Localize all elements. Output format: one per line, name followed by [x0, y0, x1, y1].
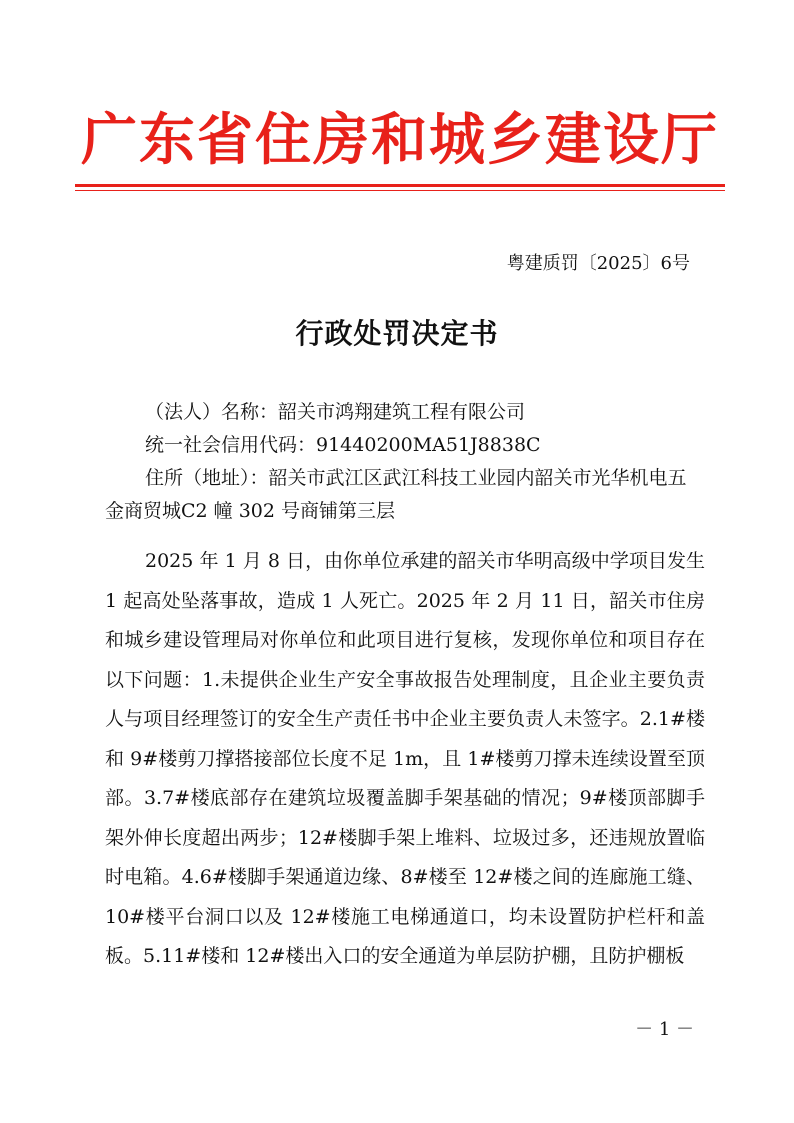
document-title: 行政处罚决定书: [295, 317, 499, 350]
party-info: [105, 396, 705, 528]
page-number: － 1 －: [635, 1019, 694, 1040]
address-line: 住所（地址）：韶关市武江区武江科技工业园内韶关市光华机电五金商贸城C2 幢 302 号商铺第三层: [105, 467, 687, 522]
party-name-line: （法人）名称：韶关市鸿翔建筑工程有限公司: [145, 401, 526, 423]
body-text: [105, 542, 705, 977]
credit-code-line: 统一社会信用代码：91440200MA51J8838C: [145, 434, 541, 456]
header-rule-thin: [75, 190, 725, 191]
agency-title: 广东省住房和城乡建设厅: [81, 107, 719, 173]
header-rule-thick: [75, 184, 725, 187]
document-number: 粤建质罚〔2025〕6号: [506, 253, 690, 274]
body-paragraph: 2025 年 1 月 8 日，由你单位承建的韶关市华明高级中学项目发生 1 起高处坠落事故，造成 1 人死亡。2025 年 2 月 11 日，韶关市住房和城乡建设管理局对你单位和此项目进行复核，发现你单位和项目存在以下问题：1.未提供企业生产安全事故报告处理制度，且企业主要负责人与项目经理签订的安全生产责任书中企业主要负责人未签字。2.1#楼和 9#楼剪刀撑搭接部位长度不足 1m，且 1#楼剪刀撑未连续设置至顶部。3.7#楼底部存在建筑垃圾覆盖脚手架基础的情况；9#楼顶部脚手架外伸长度超出两步；12#楼脚手架上堆料、垃圾过多，还违规放置临时电箱。4.6#楼脚手架通道边缘、8#楼至 12#楼之间的连廊施工缝、10#楼平台洞口以及 12#楼施工电梯通道口，均未设置防护栏杆和盖板。5.11#楼和 12#楼出入口的安全通道为单层防护棚，且防护棚板: [105, 550, 705, 967]
